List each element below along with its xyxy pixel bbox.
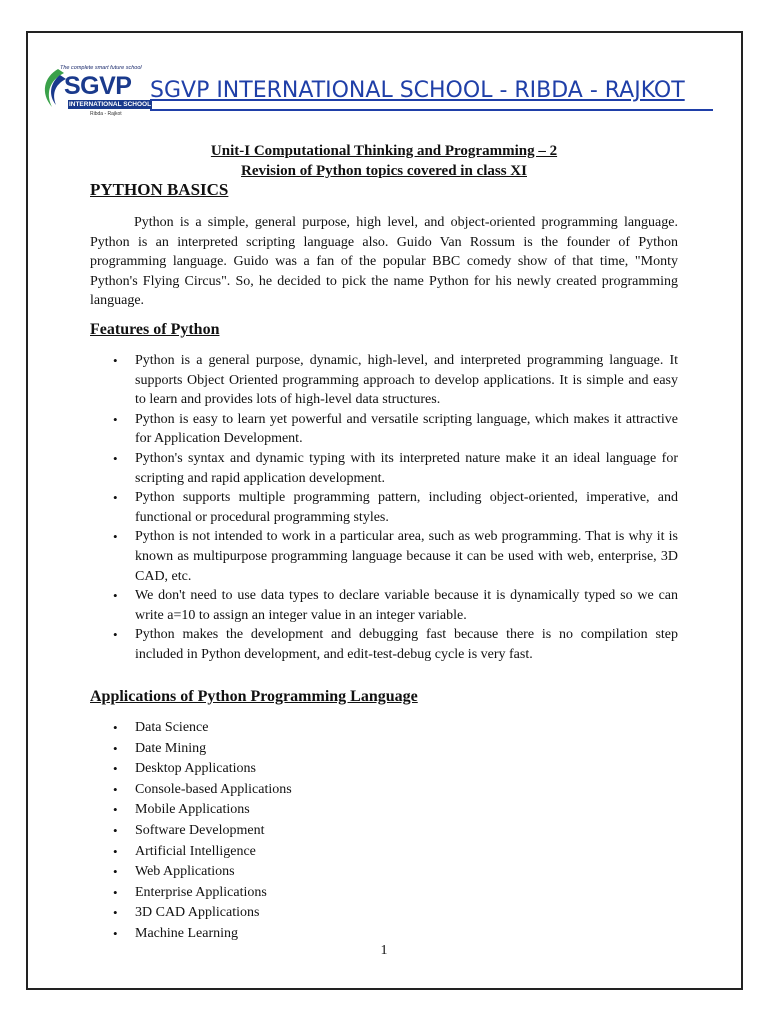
logo-subtitle: INTERNATIONAL SCHOOL: [68, 101, 152, 108]
list-item: • Artificial Intelligence: [90, 842, 678, 863]
title-line-2: Revision of Python topics covered in class XI: [241, 163, 527, 179]
list-item: • Python is not intended to work in a particular area, such as web programming. That is why it is known as multipurpose programming language because it can be used with web, enterprise, 3D CAD, etc.: [90, 527, 678, 586]
list-item: • Python supports multiple programming pattern, including object-oriented, imperative, and functional or procedural programming styles.: [90, 488, 678, 527]
logo-tagline: The complete smart future school: [60, 65, 142, 71]
list-item: • Python makes the development and debugging fast because there is no compilation step included in Python development, and edit-test-debug cycle is very fast.: [90, 625, 678, 664]
list-item: • Python is a general purpose, dynamic, high-level, and interpreted programming language. It supports Object Oriented programming approach to develop applications. It is simple and easy to learn and provides lots of high-level data structures.: [90, 351, 678, 410]
heading-applications: Applications of Python Programming Language: [90, 688, 418, 705]
applications-list: [90, 718, 678, 945]
page-header: [38, 63, 718, 123]
list-item: • Web Applications: [90, 862, 678, 883]
school-name: SGVP INTERNATIONAL SCHOOL - RIBDA - RAJKOT: [150, 78, 685, 103]
header-divider: [150, 109, 713, 111]
list-item: • Date Mining: [90, 739, 678, 760]
list-item: • We don't need to use data types to declare variable because it is dynamically typed so we can write a=10 to assign an integer value in an integer variable.: [90, 586, 678, 625]
list-item: • Console-based Applications: [90, 780, 678, 801]
logo-location: Ribda - Rajkot: [90, 111, 122, 117]
intro-paragraph: Python is a simple, general purpose, high level, and object-oriented programming language. Python is an interpreted scripting language also. Guido Van Rossum is the founder of Python programming language. Guido was a fan of the popular BBC comedy show of that time, "Monty Python's Flying Circus". So, he decided to pick the name Python for his newly created programming language.: [90, 215, 678, 308]
logo-brand: SGVP: [64, 72, 132, 100]
list-item: • Mobile Applications: [90, 800, 678, 821]
document-title: [90, 141, 678, 181]
list-item: • Software Development: [90, 821, 678, 842]
list-item: • Desktop Applications: [90, 759, 678, 780]
list-item: • 3D CAD Applications: [90, 903, 678, 924]
page-number: 1: [380, 943, 388, 958]
list-item: • Enterprise Applications: [90, 883, 678, 904]
features-list: [90, 351, 678, 665]
list-item: • Python's syntax and dynamic typing with its interpreted nature make it an ideal language for scripting and rapid application development.: [90, 449, 678, 488]
title-line-1: Unit-I Computational Thinking and Programming – 2: [210, 143, 558, 159]
list-item: • Machine Learning: [90, 924, 678, 945]
list-item: • Python is easy to learn yet powerful and versatile scripting language, which makes it attractive for Application Development.: [90, 410, 678, 449]
heading-features: Features of Python: [90, 321, 220, 338]
heading-python-basics: PYTHON BASICS: [90, 180, 229, 199]
school-logo: [38, 63, 154, 123]
list-item: • Data Science: [90, 718, 678, 739]
